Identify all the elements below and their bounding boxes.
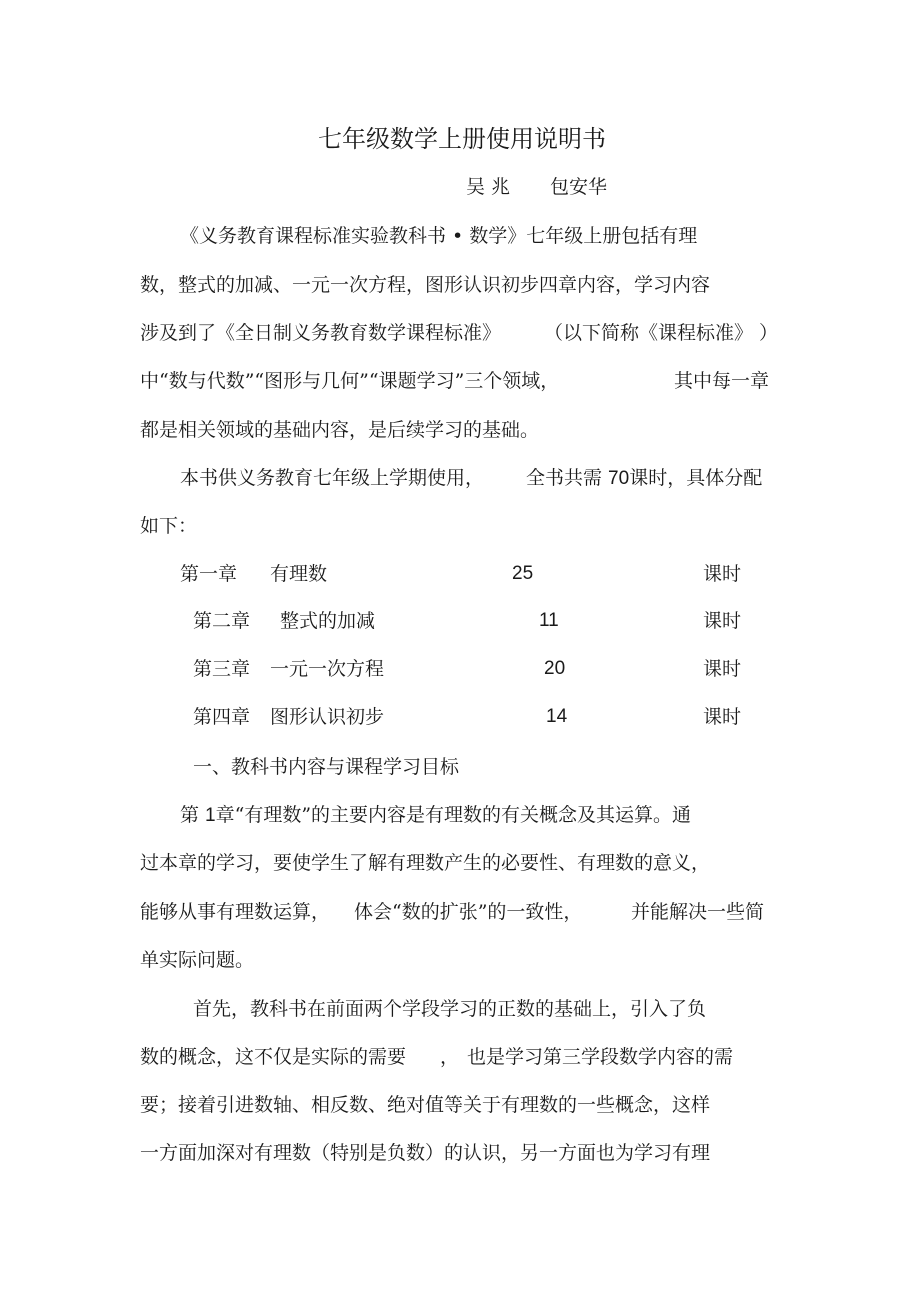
chapter-no: 第一章 (180, 563, 238, 585)
para3-line-4: 一方面加深对有理数（特别是负数）的认识，另一方面也为学习有理 (140, 1142, 711, 1164)
ch1-num: 1 (205, 805, 216, 826)
total-hours: 70 (608, 468, 630, 489)
ch1-line-4: 单实际问题。 (140, 949, 255, 971)
intro-line-4a: 中“数与代数”“图形与几何”“课题学习”三个领域， (140, 370, 560, 392)
section-heading: 一、教科书内容与课程学习目标 (193, 756, 460, 778)
author-1: 吴 兆 (466, 176, 511, 198)
usage-pre: 全书共需 (526, 467, 609, 489)
chapter-name: 图形认识初步 (270, 706, 385, 728)
ch1-line-3b: 体会“数的扩张”的一致性， (354, 901, 583, 923)
ch1-line-3c: 并能解决一些简 (631, 901, 765, 923)
chapter-unit: 课时 (703, 563, 742, 585)
chapter-unit: 课时 (703, 610, 742, 632)
usage-post: 课时，具体分配 (629, 467, 763, 489)
chapter-unit: 课时 (703, 658, 742, 680)
intro-line-5: 都是相关领域的基础内容，是后续学习的基础。 (140, 419, 540, 441)
para3-line-1: 首先，教科书在前面两个学段学习的正数的基础上，引入了负 (193, 998, 707, 1020)
intro-line-2: 数，整式的加减、一元一次方程，图形认识初步四章内容，学习内容 (140, 274, 711, 296)
chapter-name: 一元一次方程 (270, 658, 385, 680)
author-2: 包安华 (550, 176, 608, 198)
chapter-name: 有理数 (270, 563, 328, 585)
chapter-hours: 11 (539, 610, 559, 631)
chapter-no: 第三章 (193, 658, 251, 680)
intro-line-3b: （以下简称《课程标准》 ） (544, 322, 779, 344)
ch1-pre: 第 (180, 804, 206, 826)
ch1-line-1 (180, 803, 691, 828)
ch1-post: 章“有理数”的主要内容是有理数的有关概念及其运算。通 (215, 804, 692, 826)
para3-line-2a: 数的概念，这不仅是实际的需要 (140, 1046, 407, 1068)
usage-line-1b (526, 466, 762, 491)
chapter-hours: 14 (546, 706, 568, 727)
chapter-hours: 20 (544, 658, 566, 679)
chapter-unit: 课时 (703, 706, 742, 728)
usage-line-2: 如下： (140, 515, 198, 537)
intro-line-4b: 其中每一章 (674, 370, 770, 392)
para3-line-3: 要；接着引进数轴、相反数、绝对值等关于有理数的一些概念，这样 (140, 1094, 711, 1116)
usage-line-1a: 本书供义务教育七年级上学期使用， (180, 467, 485, 489)
intro-line-3a: 涉及到了《全日制义务教育数学课程标准》 (140, 322, 502, 344)
doc-title: 七年级数学上册使用说明书 (318, 125, 606, 153)
para3-line-2c: 也是学习第三学段数学内容的需 (467, 1046, 734, 1068)
chapter-no: 第二章 (193, 610, 251, 632)
chapter-hours: 25 (512, 563, 534, 584)
chapter-name: 整式的加减 (280, 610, 376, 632)
intro-line-1: 《义务教育课程标准实验教科书 • 数学》七年级上册包括有理 (180, 225, 698, 247)
ch1-line-3a: 能够从事有理数运算， (140, 901, 331, 923)
para3-line-2b: ， (440, 1046, 460, 1068)
chapter-no: 第四章 (193, 706, 251, 728)
ch1-line-2: 过本章的学习，要使学生了解有理数产生的必要性、有理数的意义， (140, 852, 711, 874)
